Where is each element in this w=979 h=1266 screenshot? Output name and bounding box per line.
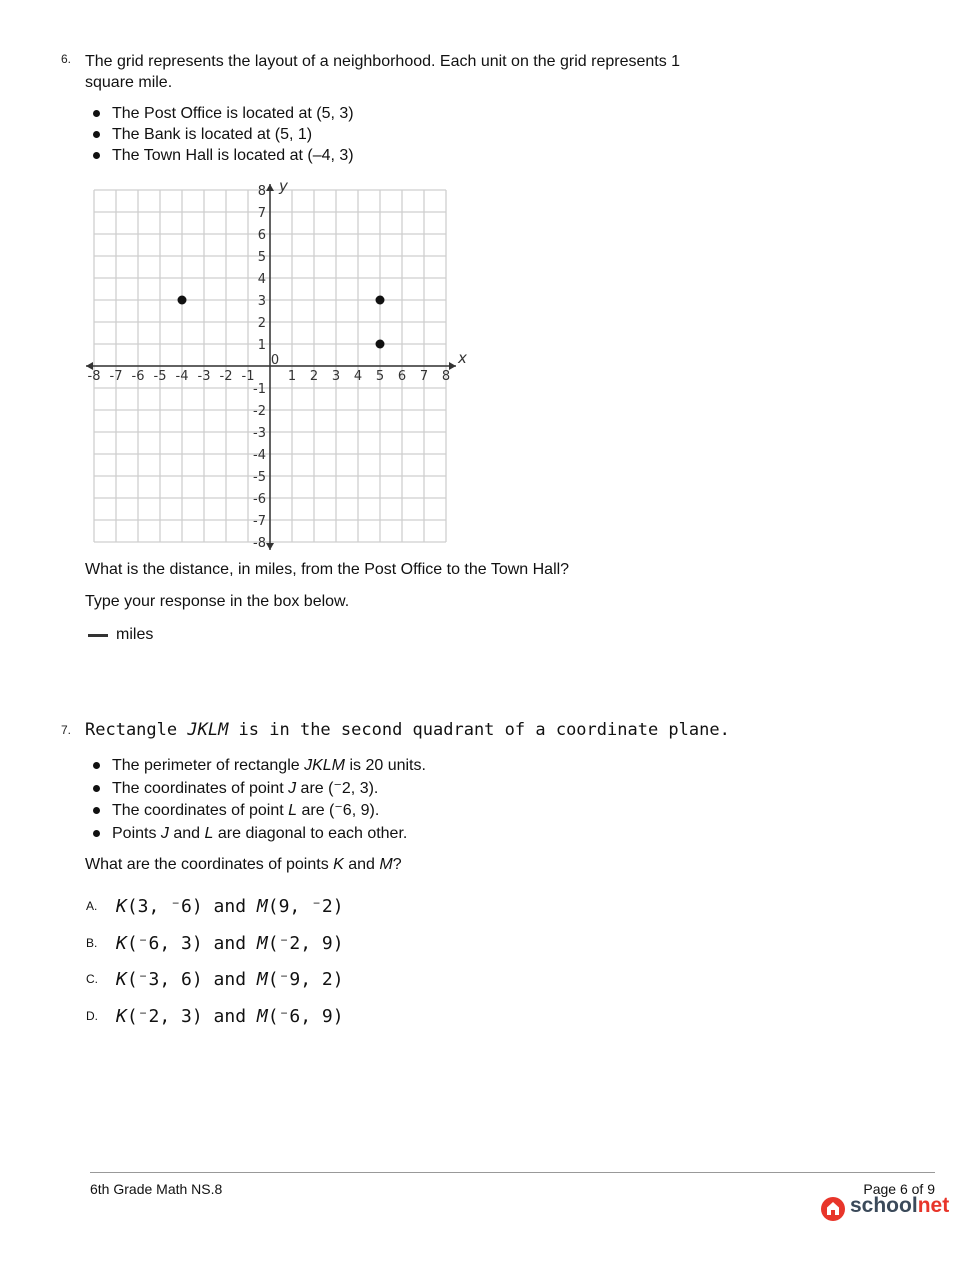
answer-unit: miles — [116, 626, 154, 643]
x-tick-label: 2 — [309, 369, 319, 384]
list-item: The Post Office is located at (5, 3) — [85, 103, 354, 124]
list-item: The perimeter of rectangle JKLM is 20 units. — [85, 755, 426, 778]
question-7-number: 7. — [61, 723, 72, 737]
question-6-number: 6. — [61, 52, 72, 66]
coordinate-grid — [80, 178, 480, 550]
rectangle-name: JKLM — [187, 720, 229, 740]
x-tick-label: 7 — [419, 369, 429, 384]
footer-course: 6th Grade Math NS.8 — [90, 1181, 223, 1197]
question-7-question: What are the coordinates of points K and M? — [85, 856, 402, 873]
x-tick-label: -8 — [87, 369, 101, 384]
y-tick-label: 3 — [257, 294, 266, 309]
question-7-bullets — [85, 755, 426, 845]
x-tick-label: 1 — [287, 369, 297, 384]
y-tick-label: -1 — [253, 382, 266, 397]
choice-text: K(⁻2, 3) and M(⁻6, 9) — [116, 1006, 344, 1027]
question-6-bullets — [85, 103, 354, 166]
data-point — [376, 296, 385, 305]
schoolnet-logo — [820, 1194, 950, 1222]
y-tick-label: 1 — [257, 338, 266, 353]
question-6-prompt-line2: square mile. — [85, 74, 173, 91]
prompt-text: Rectangle — [85, 720, 188, 740]
choice-letter: A. — [86, 899, 98, 913]
question-6-question: What is the distance, in miles, from the Post Office to the Town Hall? — [85, 561, 570, 578]
choice-text: K(⁻3, 6) and M(⁻9, 2) — [116, 969, 344, 990]
x-tick-label: -2 — [219, 369, 233, 384]
x-tick-label: 4 — [353, 369, 363, 384]
footer-page-number: Page 6 of 9 — [863, 1181, 935, 1197]
y-tick-label: -7 — [253, 514, 266, 529]
choice-text: K(3, ⁻6) and M(9, ⁻2) — [116, 896, 344, 917]
y-axis-label: y — [279, 178, 288, 195]
list-item: The Town Hall is located at (–4, 3) — [85, 145, 354, 166]
x-tick-label: -3 — [197, 369, 211, 384]
x-tick-label: 5 — [375, 369, 385, 384]
x-tick-label: 3 — [331, 369, 341, 384]
choice-letter: B. — [86, 936, 98, 950]
x-tick-label: -4 — [175, 369, 189, 384]
y-tick-label: -6 — [253, 492, 266, 507]
y-tick-label: -4 — [253, 448, 266, 463]
x-tick-label: 6 — [397, 369, 407, 384]
answer-row — [88, 626, 153, 644]
x-tick-label: 0 — [270, 353, 280, 368]
y-tick-label: -5 — [253, 470, 266, 485]
data-point — [376, 340, 385, 349]
question-6-prompt — [85, 51, 680, 93]
x-tick-label: -5 — [153, 369, 167, 384]
answer-input[interactable] — [88, 634, 108, 637]
choice-text: K(⁻6, 3) and M(⁻2, 9) — [116, 933, 344, 954]
choice-letter: D. — [86, 1009, 98, 1023]
data-point — [178, 296, 187, 305]
y-axis-arrow-up — [266, 184, 274, 191]
y-tick-label: 5 — [257, 250, 266, 265]
list-item: Points J and L are diagonal to each other. — [85, 823, 426, 846]
y-axis-arrow-down — [266, 543, 274, 550]
list-item: The Bank is located at (5, 1) — [85, 124, 354, 145]
question-6-instruction: Type your response in the box below. — [85, 593, 350, 610]
y-tick-label: 8 — [257, 184, 266, 199]
x-tick-label: 8 — [441, 369, 451, 384]
question-7-prompt — [85, 720, 730, 741]
y-tick-label: 2 — [257, 316, 266, 331]
question-6-prompt-line1: The grid represents the layout of a neighborhood. Each unit on the grid represents 1 — [85, 53, 681, 70]
list-item: The coordinates of point J are (⁻2, 3). — [85, 778, 426, 801]
choice-letter: C. — [86, 972, 98, 986]
x-axis-label: x — [458, 349, 467, 367]
y-tick-label: -3 — [253, 426, 266, 441]
y-tick-label: -8 — [253, 536, 266, 550]
y-tick-label: 4 — [257, 272, 266, 287]
y-tick-label: 6 — [257, 228, 266, 243]
y-tick-label: -2 — [253, 404, 266, 419]
footer-divider — [90, 1172, 935, 1173]
y-tick-label: 7 — [257, 206, 266, 221]
list-item: The coordinates of point L are (⁻6, 9). — [85, 800, 426, 823]
house-icon — [820, 1196, 846, 1222]
x-tick-label: -1 — [241, 369, 255, 384]
prompt-text: is in the second quadrant of a coordinate plane. — [228, 720, 730, 740]
x-tick-label: -6 — [131, 369, 145, 384]
logo-wordmark: schoolnet — [850, 1194, 950, 1217]
x-tick-label: -7 — [109, 369, 123, 384]
